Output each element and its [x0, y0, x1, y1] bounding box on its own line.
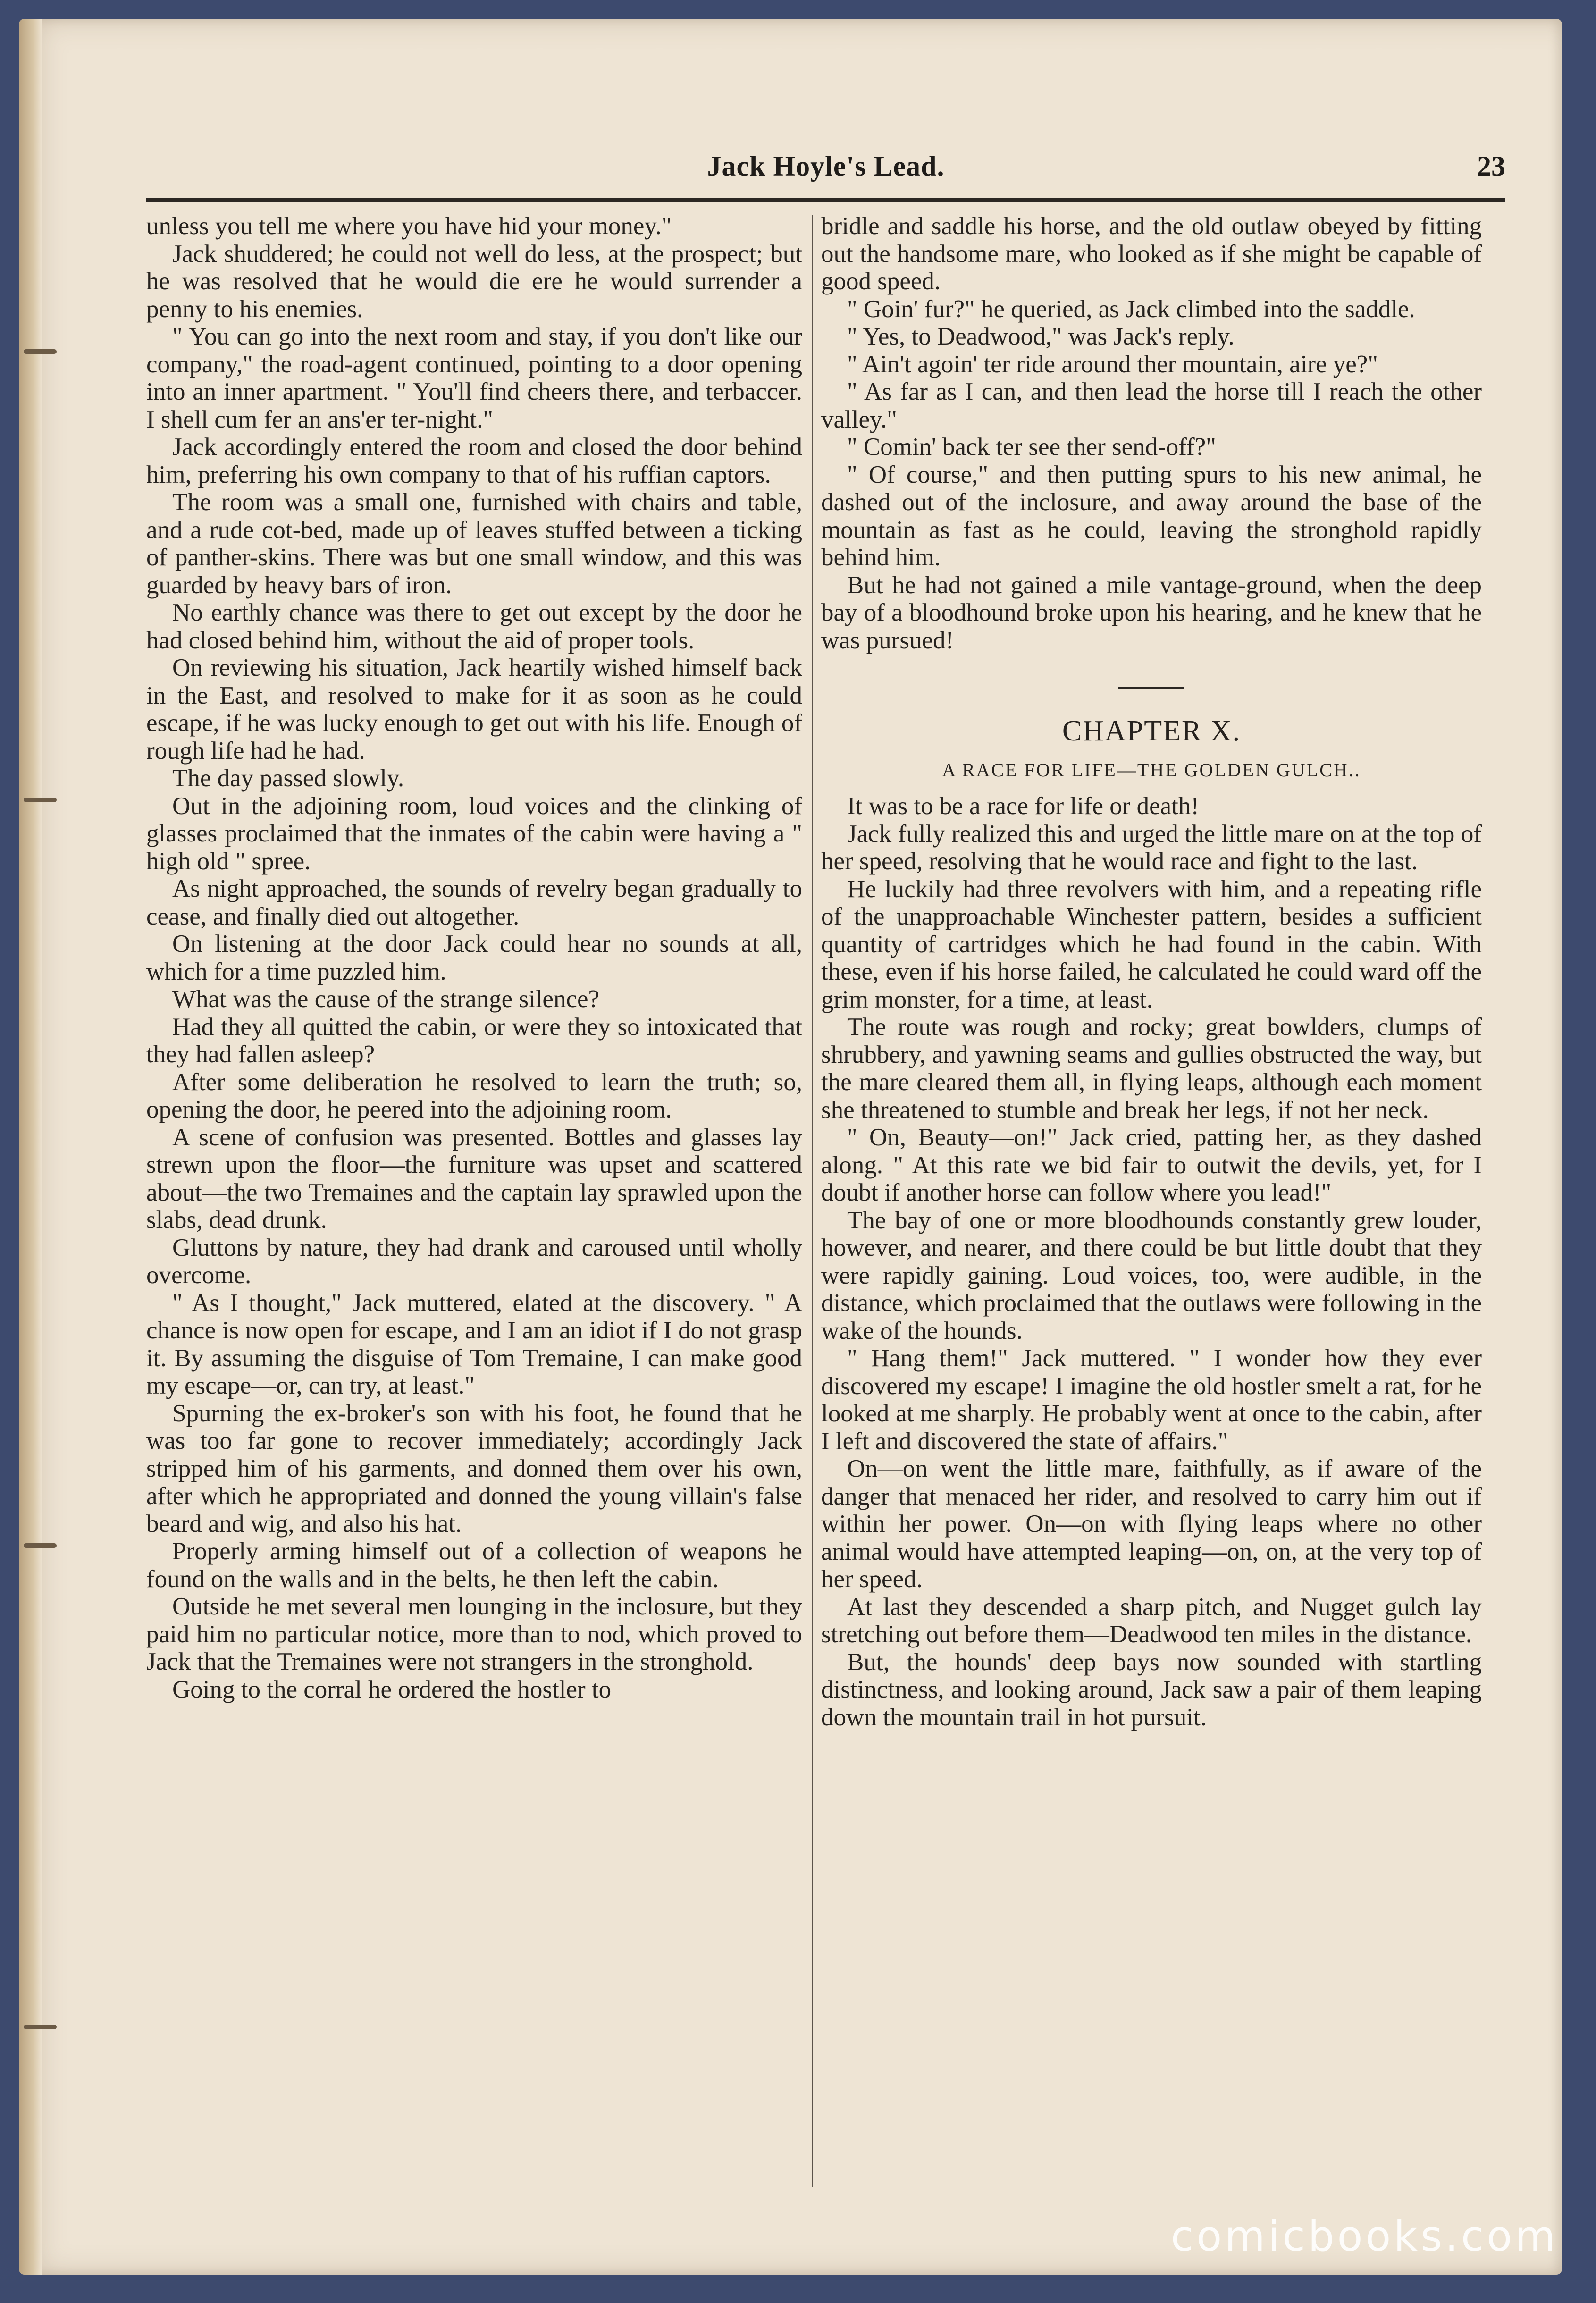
paragraph: " Hang them!" Jack muttered. " I wonder how they ever discovered my escape! I imagine the old hostler smelt a rat, for he looked at me sharply. He probably went at once to the cabin, after I left and discovered the state of affairs.": [821, 1345, 1482, 1455]
paragraph: Jack shuddered; he could not well do less, at the prospect; but he was resolved that he would die ere he would surrender a penny to his enemies.: [146, 240, 802, 323]
paragraph: After some deliberation he resolved to learn the truth; so, opening the door, he peered into the adjoining room.: [146, 1068, 802, 1123]
page-sheet: [19, 19, 1562, 2275]
paragraph: He luckily had three revolvers with him, and a repeating rifle of the unapproachable Winchester pattern, besides a sufficient quantity of cartridges which he had found in the cabin. With these, even if his horse failed, he calculated he could ward off the grim monster, for a time, at least.: [821, 875, 1482, 1013]
paragraph: " On, Beauty—on!" Jack cried, patting her, as they dashed along. " At this rate we bid fair to outwit the devils, yet, for I doubt if another horse can follow where you lead!": [821, 1124, 1482, 1206]
paragraph: " Ain't agoin' ter ride around ther mountain, aire ye?": [847, 350, 1378, 378]
binding-stitch: [24, 798, 57, 802]
paragraph: The day passed slowly.: [172, 765, 404, 792]
column-rule: [812, 215, 813, 2187]
binding-stitch: [24, 349, 57, 354]
paragraph: A scene of confusion was presented. Bottles and glasses lay strewn upon the floor—the furniture was upset and scattered about—the two Tremaines and the captain lay sprawled upon the slabs, dead drunk.: [146, 1123, 802, 1234]
paragraph: The bay of one or more bloodhounds constantly grew louder, however, and nearer, and there could be but little doubt that they were rapidly gaining. Loud voices, too, were audible, in the distance, which proclaimed that the outlaws were following in the wake of the hounds.: [821, 1206, 1482, 1345]
paragraph: No earthly chance was there to get out except by the door he had closed behind him, without the aid of proper tools.: [146, 599, 802, 654]
paragraph: Gluttons by nature, they had drank and caroused until wholly overcome.: [146, 1234, 802, 1289]
paragraph: unless you tell me where you have hid your money.": [146, 212, 672, 240]
paragraph: But, the hounds' deep bays now sounded with startling distinctness, and looking around, Jack saw a pair of them leaping down the mountain trail in hot pursuit.: [821, 1648, 1482, 1731]
paragraph: Outside he met several men lounging in the inclosure, but they paid him no particular notice, more than to nod, which proved to Jack that the Tremaines were not strangers in the stronghold.: [146, 1593, 802, 1675]
paragraph: As night approached, the sounds of revelry began gradually to cease, and finally died out altogether.: [146, 875, 802, 930]
section-divider: [1118, 687, 1184, 689]
running-title: Jack Hoyle's Lead.: [707, 151, 945, 182]
paragraph: The route was rough and rocky; great bowlders, clumps of shrubbery, and yawning seams and gullies obstructed the way, but the mare cleared them all, in flying leaps, although each moment she threatened to stumble and break her legs, if not her neck.: [821, 1013, 1482, 1124]
right-column: [821, 212, 1482, 2194]
paragraph: Spurning the ex-broker's son with his foot, he found that he was too far gone to recover immediately; accordingly Jack stripped him of his garments, and donned them over his own, after which he appropriated and donned the young villain's false beard and wig, and also his hat.: [146, 1399, 802, 1538]
paragraph: bridle and saddle his horse, and the old outlaw obeyed by fitting out the handsome mare, who looked as if she might be capable of good speed.: [821, 212, 1482, 295]
paragraph: " As far as I can, and then lead the horse till I reach the other valley.": [821, 378, 1482, 433]
paragraph: " As I thought," Jack muttered, elated at the discovery. " A chance is now open for escape, and I am an idiot if I do not grasp it. By assuming the disguise of Tom Tremaine, I can make good my escape—or, can try, at least.": [146, 1289, 802, 1399]
site-watermark: comicbooks.com: [1170, 2212, 1558, 2261]
paragraph: " You can go into the next room and stay, if you don't like our company," the road-agent continued, pointing to a door opening into an inner apartment. " You'll find cheers there, and terbaccer. I shell cum fer an ans'er ter-night.": [146, 323, 802, 433]
paragraph: " Of course," and then putting spurs to his new animal, he dashed out of the inclosure, and away around the base of the mountain as fast as he could, leaving the stronghold rapidly behind him.: [821, 461, 1482, 571]
binding-stitch: [24, 2025, 57, 2029]
binding-spine: [19, 19, 42, 2275]
paragraph: Jack fully realized this and urged the little mare on at the top of her speed, resolving that he would race and fight to the last.: [821, 820, 1482, 875]
running-header: [146, 142, 1505, 202]
paragraph: Going to the corral he ordered the hostler to: [172, 1675, 612, 1703]
paragraph: On reviewing his situation, Jack heartily wished himself back in the East, and resolved to make for it as soon as he could escape, if he was lucky enough to get out with his life. Enough of rough life had he had.: [146, 654, 802, 765]
paragraph: " Yes, to Deadwood," was Jack's reply.: [847, 323, 1235, 350]
paragraph: It was to be a race for life or death!: [847, 792, 1200, 820]
paragraph: On—on went the little mare, faithfully, as if aware of the danger that menaced her rider, and resolved to carry him out if within her power. On—on with flying leaps where no other animal would have attempted leaping—on, on, at the very top of her speed.: [821, 1455, 1482, 1593]
left-column: [146, 212, 802, 2194]
paragraph: " Goin' fur?" he queried, as Jack climbed into the saddle.: [847, 295, 1415, 323]
paragraph: Had they all quitted the cabin, or were they so intoxicated that they had fallen asleep?: [146, 1013, 802, 1068]
paragraph: The room was a small one, furnished with chairs and table, and a rude cot-bed, made up of leaves stuffed between a ticking of panther-skins. There was but one small window, and this was guarded by heavy bars of iron.: [146, 488, 802, 599]
paragraph: Properly arming himself out of a collection of weapons he found on the walls and in the belts, he then left the cabin.: [146, 1538, 802, 1593]
chapter-subheading: A RACE FOR LIFE—THE GOLDEN GULCH..: [942, 759, 1361, 781]
paragraph: On listening at the door Jack could hear no sounds at all, which for a time puzzled him.: [146, 930, 802, 985]
page-number: 23: [1477, 151, 1505, 182]
paragraph: At last they descended a sharp pitch, and Nugget gulch lay stretching out before them—Deadwood ten miles in the distance.: [821, 1593, 1482, 1648]
paragraph: Out in the adjoining room, loud voices and the clinking of glasses proclaimed that the inmates of the cabin were having a " high old " spree.: [146, 792, 802, 875]
binding-stitch: [24, 1543, 57, 1548]
paragraph: What was the cause of the strange silence?: [172, 985, 600, 1013]
chapter-heading: CHAPTER X.: [1062, 715, 1241, 747]
paragraph: " Comin' back ter see ther send-off?": [847, 433, 1216, 461]
paragraph: Jack accordingly entered the room and closed the door behind him, preferring his own company to that of his ruffian captors.: [146, 433, 802, 488]
paragraph: But he had not gained a mile vantage-ground, when the deep bay of a bloodhound broke upon his hearing, and he knew that he was pursued!: [821, 571, 1482, 654]
